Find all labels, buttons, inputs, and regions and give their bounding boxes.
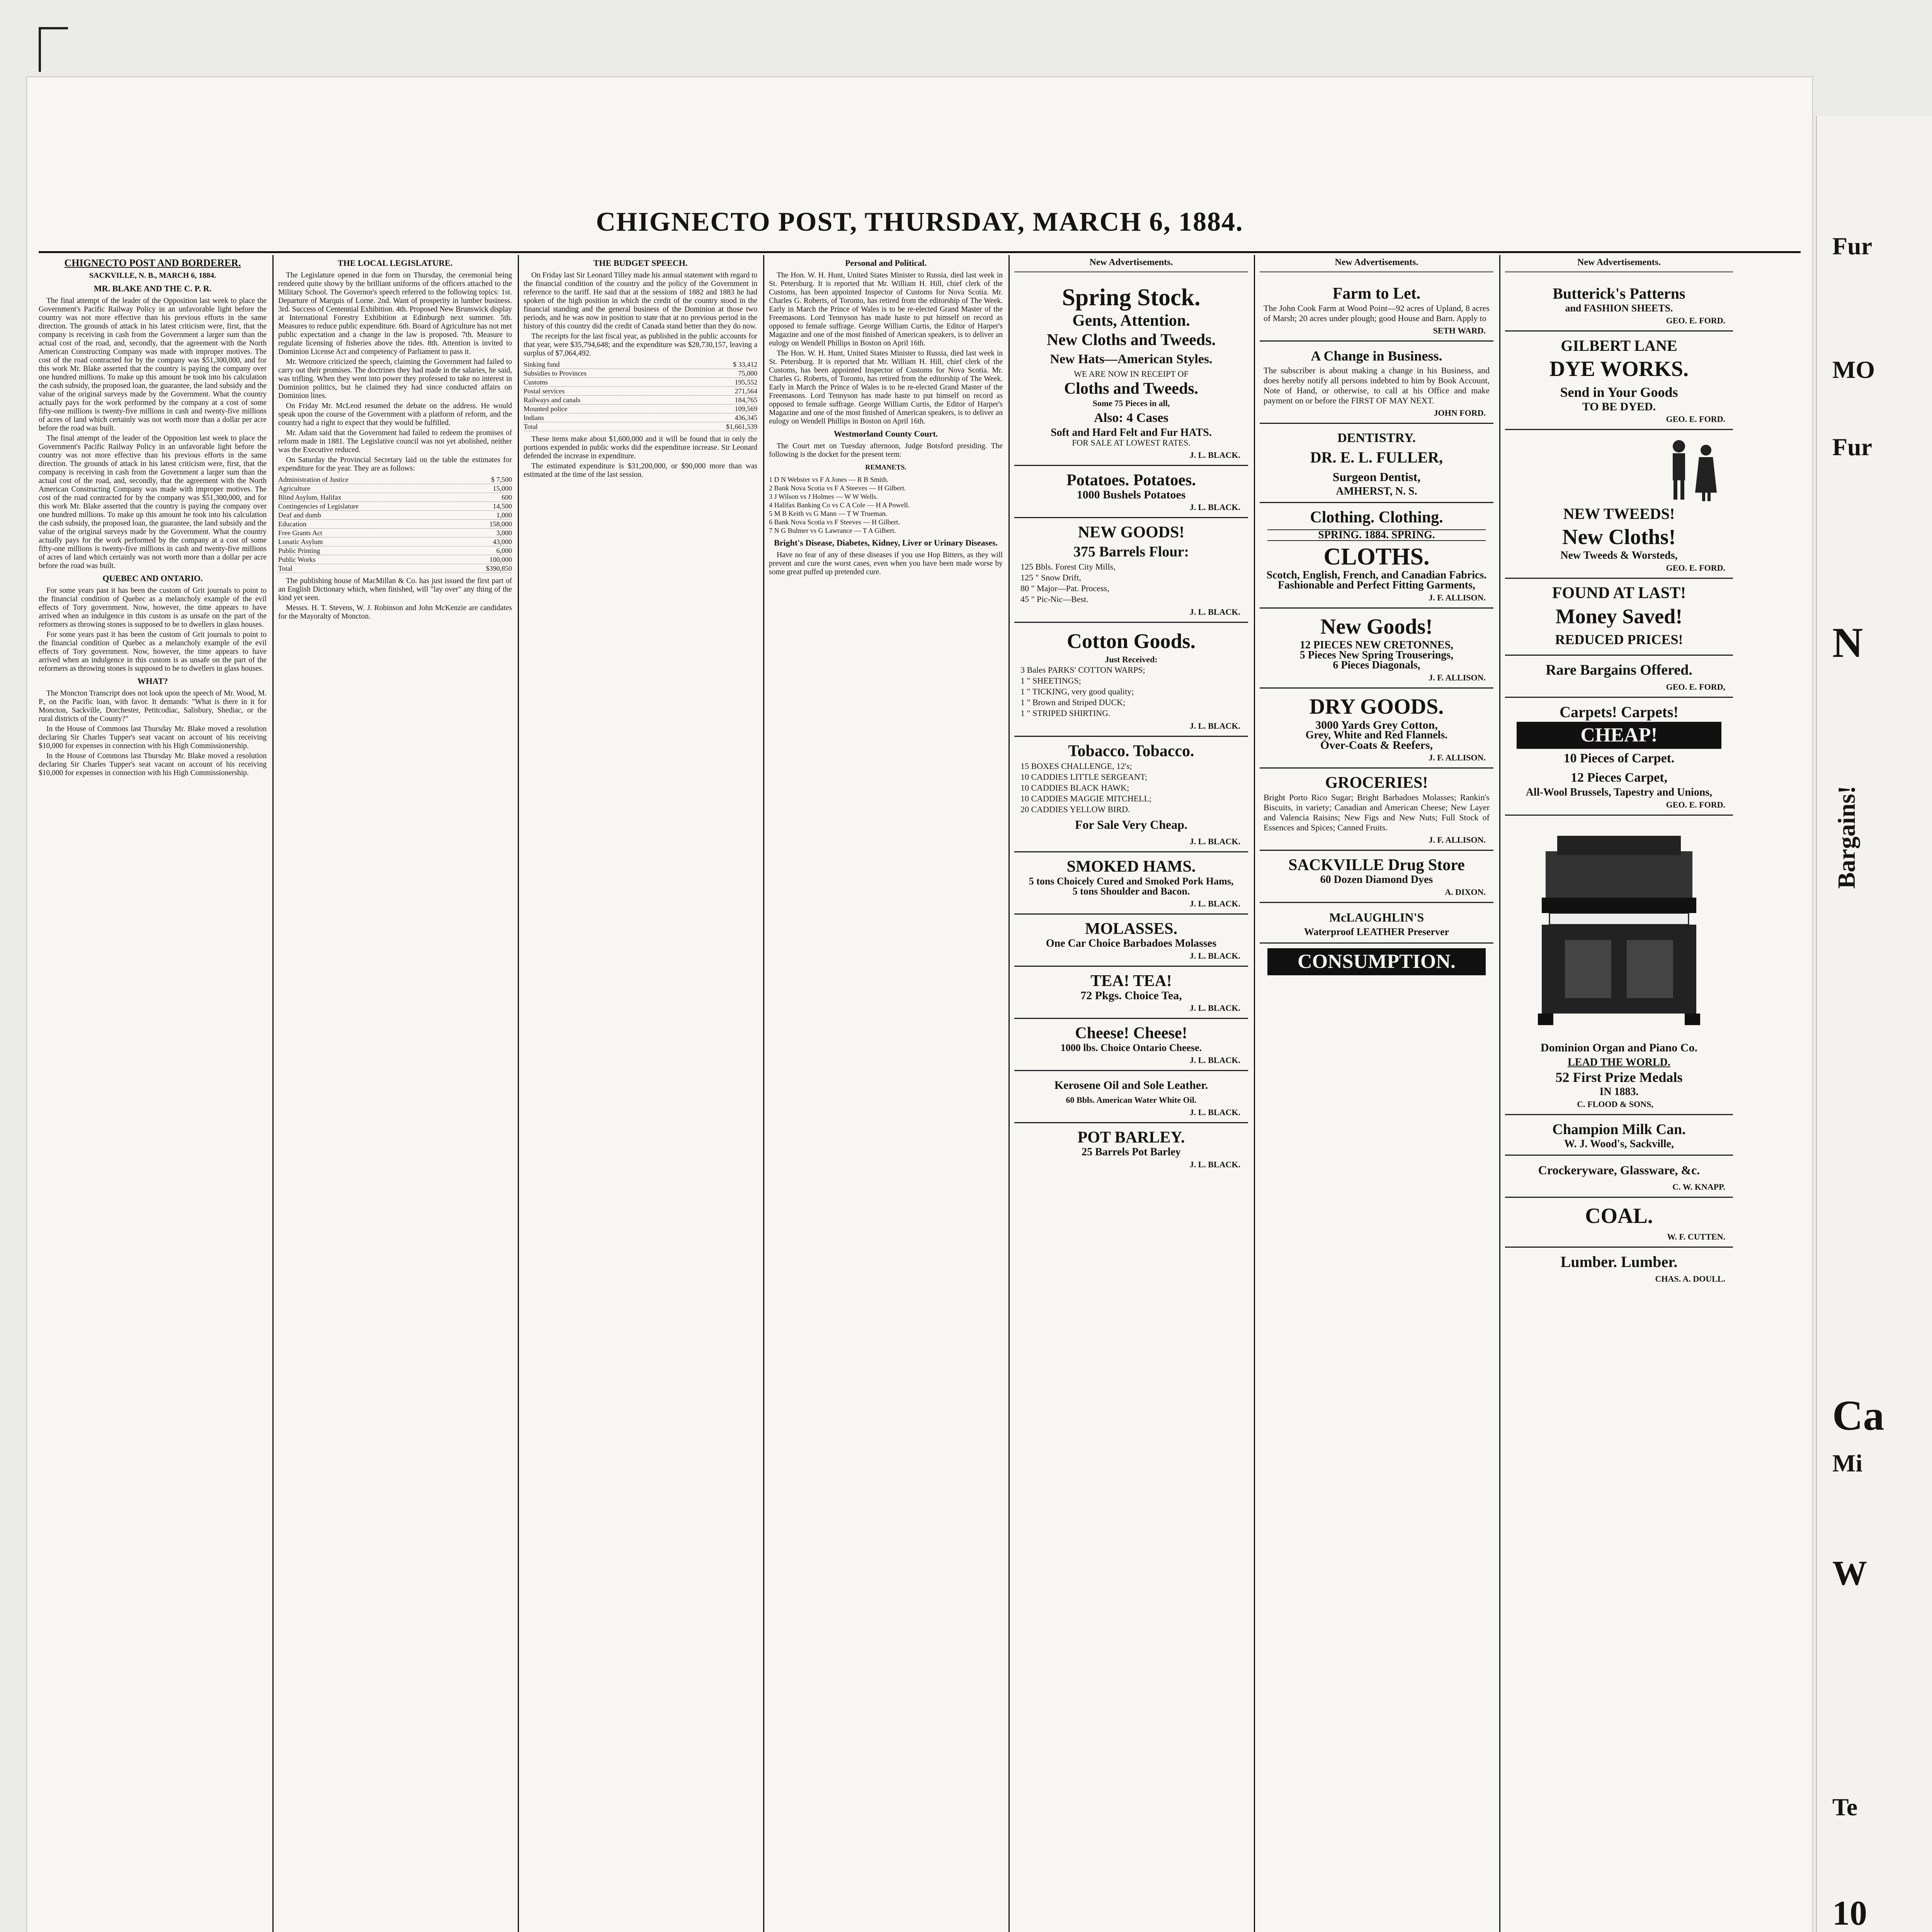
ad-tobacco: [1014, 737, 1248, 852]
docket-entry: 2 Bank Nova Scotia vs F A Steeves — H Gilbert.: [769, 484, 906, 492]
ad-subtitle: 52 First Prize Medals: [1555, 1070, 1683, 1085]
table-row: [524, 396, 757, 405]
ad-dye-works: [1505, 332, 1733, 430]
paper-name: CHIGNECTO POST AND BORDERER.: [64, 257, 241, 269]
table-row: [278, 493, 512, 502]
ad-text: Over-Coats & Reefers,: [1320, 739, 1433, 752]
ad-cheese: [1014, 1019, 1248, 1071]
ad-signature: J. F. ALLISON.: [1429, 835, 1486, 845]
edge-fragment: Fur: [1832, 232, 1872, 260]
docket-entry: 4 Halifax Banking Co vs C A Cole — H A Powell.: [769, 501, 910, 509]
article-body: For some years past it has been the custom of Grit journals to point to the financial condition of Quebec as a melancholy example of the evil effects of Tory government. Now, however, the time appears to have arrived when an indulgence in this custom is as unsafe on the part of the reformers as throwing stones is supposed to be to dwellers in glass houses.: [39, 587, 267, 629]
ad-subtitle: Cloths and Tweeds.: [1064, 380, 1199, 398]
column-heading: New Advertisements.: [1014, 255, 1248, 272]
ad-text: Waterproof LEATHER Preserver: [1304, 926, 1449, 937]
ad-text: 3000 Yards Grey Cotton,: [1315, 719, 1438, 731]
column-ads-ford: [1505, 255, 1733, 1932]
ad-text: Bright Porto Rico Sugar; Bright Barbadoes Molasses; Rankin's Biscuits, in variety; Canadian and American Cheese; New Layer and Valencia Raisins; New Figs and New Nuts; Full Stock of Essences and Spices; Canned Fruits.: [1264, 793, 1490, 832]
ad-signature: J. L. BLACK.: [1189, 502, 1240, 512]
table-cell-label: Total: [524, 423, 538, 430]
edge-fragment: Fur: [1832, 433, 1872, 461]
ad-cotton: [1014, 623, 1248, 737]
docket-entry: 6 Bank Nova Scotia vs F Steeves — H Gilbert.: [769, 518, 900, 526]
ad-title: Potatoes. Potatoes.: [1066, 471, 1196, 489]
ad-leather-preserver: [1260, 903, 1493, 944]
ad-text: Just Received:: [1105, 655, 1158, 664]
ad-text: WE ARE NOW IN RECEIPT OF: [1074, 369, 1189, 379]
article-body: The Legislature opened in due form on Thursday, the ceremonial being rendered quite showy by the brilliant uniforms of the officers attached to the Military School. The Governor's speech referred to the following topics: 1st. Departure of Marquis of Lorne. 2nd. Want of prosperity in lumber business. 3rd. Success of Centennial Exhibition. 4th. Proposed New Brunswick display at International Forestry Exhibition at Edinburgh next summer. 5th. Measures to reduce public expenditure. 6th. Board of Agriculture has not met public expectation and a change in the law is proposed. 7th. Measure to regulate licensing of fisheries above the tides. 8th. Attention is invited to Dominion License Act and competency of Parliament to pass it.: [278, 271, 512, 356]
crop-mark: [39, 27, 68, 72]
dateline: SACKVILLE, N. B., MARCH 6, 1884.: [89, 271, 216, 280]
edge-fragment: Te: [1832, 1793, 1858, 1821]
ad-text: 60 Dozen Diamond Dyes: [1320, 874, 1433, 886]
ad-signature: JOHN FORD.: [1434, 408, 1486, 418]
table-cell-label: Total: [278, 565, 293, 572]
table-cell-label: Sinking fund: [524, 361, 560, 368]
article-headline: MR. BLAKE AND THE C. P. R.: [94, 284, 212, 293]
ad-new-tweeds: [1505, 430, 1733, 579]
ad-title: DRY GOODS.: [1309, 695, 1444, 719]
column-heading: New Advertisements.: [1505, 255, 1733, 272]
ad-signature: J. L. BLACK.: [1189, 1055, 1240, 1065]
ad-text: 5 tons Shoulder and Bacon.: [1072, 886, 1190, 897]
ad-subtitle: For Sale Very Cheap.: [1075, 818, 1187, 832]
ad-found-at-last: [1505, 579, 1733, 656]
article-body: The final attempt of the leader of the Opposition last week to place the Government's Pacific Railway Policy in an unfavorable light before the country was not more effective than his previous efforts in the same direction. The grounds of attack in his latest criticism were, first, that the company is receiving in cash from the Government a larger sum than the actual cost of the road, and, secondly, that the agreement with the North American Constructing Company was made with improper motives. The cost of the road contracted for by the company was $51,300,000, and for this work Mr. Blake asserted that the country is paying the company over one hundred millions. To make up this amount he took into his calculation the cash subsidy, the proposed loan, the guarantee, the land subsidy and the value of the original surveys made by the Government. What the country actually pays for the work performed by the company at a cost of some fifty-one millions is twenty-five millions in cash and twenty-five millions of acres of land which certainly was not worth more than a dollar per acre before the road was built.: [39, 434, 267, 570]
table-cell-label: Mounted police: [524, 405, 568, 413]
ad-line: 1 " Brown and Striped DUCK;: [1020, 697, 1126, 707]
table-cell-label: Agriculture: [278, 485, 310, 492]
ad-text: 1000 Bushels Potatoes: [1077, 488, 1186, 501]
ad-signature: J. L. BLACK.: [1189, 450, 1240, 460]
table-row: [524, 387, 757, 396]
ad-title: FOUND AT LAST!: [1552, 584, 1686, 602]
ad-subtitle: Send in Your Goods: [1560, 384, 1678, 400]
table-row: [278, 564, 512, 573]
table-cell-value: $ 33,412: [733, 361, 757, 368]
table-cell-value: 1,000: [496, 511, 512, 519]
ad-subtitle: New Hats—American Styles.: [1050, 352, 1213, 366]
ad-signature: J. L. BLACK.: [1189, 1160, 1240, 1169]
table-cell-value: 184,765: [735, 396, 757, 404]
table-cell-value: $390,850: [486, 565, 512, 572]
ad-text: W. J. Wood's, Sackville,: [1564, 1138, 1674, 1150]
ad-signature: J. L. BLACK.: [1189, 899, 1240, 908]
article-headline: Personal and Political.: [845, 258, 927, 268]
ad-text: Soft and Hard Felt and Fur HATS.: [1051, 427, 1212, 439]
edge-fragment: Ca: [1832, 1392, 1884, 1439]
table-cell-label: Public Printing: [278, 547, 320, 554]
ad-line: 1 " STRIPED SHIRTING.: [1020, 708, 1111, 718]
ad-title: Rare Bargains Offered.: [1546, 662, 1692, 678]
table-row: [524, 378, 757, 387]
ad-subtitle: CLOTHS.: [1323, 544, 1430, 570]
masthead: CHIGNECTO POST, THURSDAY, MARCH 6, 1884.: [596, 207, 1243, 237]
article-body: Messrs. H. T. Stevens, W. J. Robinson and John McKenzie are candidates for the Mayoralty of Moncton.: [278, 604, 512, 621]
ad-text: Some 75 Pieces in all,: [1092, 398, 1170, 408]
table-cell-value: 43,000: [493, 538, 512, 546]
masthead-rule: [39, 251, 1801, 253]
ad-text: and FASHION SHEETS.: [1565, 303, 1673, 314]
ad-lumber: [1505, 1248, 1733, 1289]
docket-entry: 3 J Wilson vs J Holmes — W W Wells.: [769, 493, 878, 500]
ad-kerosene: [1014, 1071, 1248, 1123]
ad-signature: GEO. E. FORD.: [1666, 563, 1725, 573]
ad-signature: J. L. BLACK.: [1189, 837, 1240, 846]
ad-title: Farm to Let.: [1332, 285, 1421, 303]
ad-title: SACKVILLE Drug Store: [1288, 856, 1465, 874]
table-cell-label: Railways and canals: [524, 396, 580, 404]
ad-signature: J. L. BLACK.: [1189, 721, 1240, 731]
column-rule: [1499, 255, 1500, 1932]
ad-signature: GEO. E. FORD.: [1666, 316, 1725, 325]
edge-fragment: Bargains!: [1833, 786, 1860, 889]
table-cell-value: 600: [502, 493, 512, 501]
ad-line: 3 Bales PARKS' COTTON WARPS;: [1020, 665, 1145, 675]
ad-subtitle: Money Saved!: [1555, 605, 1683, 628]
ad-potatoes: [1014, 466, 1248, 518]
table-cell-value: 75,000: [738, 369, 757, 377]
ad-subtitle: 10 Pieces of Carpet.: [1563, 751, 1675, 765]
ad-spring-stock: [1014, 279, 1248, 466]
ad-signature: J. L. BLACK.: [1189, 951, 1240, 961]
article-body: The Court met on Tuesday afternoon, Judge Botsford presiding. The following is the docket for the present term:: [769, 442, 1003, 459]
ad-new-goods: [1260, 609, 1493, 689]
ad-title: Cotton Goods.: [1066, 629, 1196, 653]
table-row: [278, 475, 512, 484]
ad-line: 125 " Snow Drift,: [1020, 573, 1081, 582]
table-cell-label: Education: [278, 520, 306, 528]
ad-text: 1000 lbs. Choice Ontario Cheese.: [1060, 1042, 1202, 1053]
table-cell-value: 195,552: [735, 378, 757, 386]
table-cell-label: Contingencies of Legislature: [278, 502, 359, 510]
ad-text: 72 Pkgs. Choice Tea,: [1080, 989, 1182, 1002]
estimates-table: [278, 475, 512, 573]
edge-fragment: Mi: [1832, 1449, 1863, 1477]
ad-text: FOR SALE AT LOWEST RATES.: [1072, 438, 1190, 447]
ad-line: 10 CADDIES MAGGIE MITCHELL;: [1020, 794, 1152, 803]
docket-entry: 5 M B Keith vs G Mann — T W Trueman.: [769, 510, 888, 517]
ad-text: Fashionable and Perfect Fitting Garments,: [1278, 579, 1475, 591]
ad-title: Clothing. Clothing.: [1310, 509, 1443, 526]
ad-title: Cheese! Cheese!: [1075, 1024, 1187, 1042]
ad-line: 20 CADDIES YELLOW BIRD.: [1020, 804, 1130, 814]
article-body: Have no fear of any of these diseases if you use Hop Bitters, as they will prevent and cure the worst cases, even when you have been made worse by some great puffed up pretended cure.: [769, 551, 1003, 576]
article-body: The Moncton Transcript does not look upon the speech of Mr. Wood, M. P., on the Pacific loan, with favor. It demands: "What is there in it for Moncton, Sackville, Dorchester, Petitcodiac, Salisbury, Shediac, or the rural districts of the County?": [39, 689, 267, 723]
column-rule: [272, 255, 274, 1932]
column-personal: [769, 255, 1003, 1932]
ad-title: GILBERT LANE: [1561, 337, 1677, 354]
table-row: [278, 555, 512, 564]
table-cell-label: Indians: [524, 414, 544, 422]
docket-list: [769, 475, 1003, 535]
ad-signature: J. L. BLACK.: [1189, 607, 1240, 617]
table-cell-value: $1,661,539: [726, 423, 757, 430]
ad-signature: C. W. KNAPP.: [1672, 1182, 1725, 1192]
ad-drug-store: [1260, 851, 1493, 903]
table-row: [524, 360, 757, 369]
article-headline: THE LOCAL LEGISLATURE.: [337, 258, 453, 268]
table-cell-label: Public Works: [278, 556, 316, 563]
ad-coal: [1505, 1198, 1733, 1248]
ad-title: NEW GOODS!: [1078, 524, 1185, 541]
ad-title: New Goods!: [1320, 615, 1433, 639]
ad-subtitle: New Cloths!: [1562, 525, 1676, 549]
ad-line: 1 " SHEETINGS;: [1020, 676, 1081, 685]
table-row: [524, 369, 757, 378]
table-cell-value: $ 7,500: [491, 476, 512, 483]
column-ads-allison: [1260, 255, 1493, 1932]
ad-text: 5 tons Choicely Cured and Smoked Pork Hams,: [1029, 876, 1234, 887]
ad-signature: J. F. ALLISON.: [1429, 673, 1486, 682]
article-body: On Friday last Sir Leonard Tilley made his annual statement with regard to the financial condition of the country and the policy of the Government in reference to the tariff. He said that at the sessions of 1882 and 1883 he had spoken of the high position in which the credit of the country stood in the financial standing and the general business of the Dominion at those two periods, and he was now in position to state that at no previous period in the history of this country did the credit of Canada stand better than they do now.: [524, 271, 757, 330]
ad-organ: [1505, 816, 1733, 1115]
column-rule: [1254, 255, 1255, 1932]
table-cell-value: 15,000: [493, 485, 512, 492]
newspaper-page: [27, 77, 1812, 1932]
table-cell-value: 6,000: [496, 547, 512, 554]
ad-text: TO BE DYED.: [1582, 400, 1656, 413]
edge-fragment: MO: [1832, 356, 1875, 383]
ad-text: IN 1883.: [1599, 1086, 1639, 1098]
table-cell-value: 109,569: [735, 405, 757, 413]
ad-title: Dominion Organ and Piano Co.: [1541, 1041, 1697, 1054]
article-body: The final attempt of the leader of the Opposition last week to place the Government's Pacific Railway Policy in an unfavorable light before the country was not more effective than his previous efforts in the same direction. The grounds of attack in his latest criticism were, first, that the company is receiving in cash from the Government a larger sum than the actual cost of the road, and, secondly, that the agreement with the North American Constructing Company was made with improper motives. The cost of the road contracted for by the company was $51,300,000, and for this work Mr. Blake asserted that the country is paying the company over one hundred millions. To make up this amount he took into his calculation the cash subsidy, the proposed loan, the guarantee, the land subsidy and the value of the original surveys made by the Government. What the country actually pays for the work performed by the company at a cost of some fifty-one millions is twenty-five millions in cash and twenty-five millions of acres of land which certainly was not worth more than a dollar per acre before the road was built.: [39, 297, 267, 432]
ad-title: CONSUMPTION.: [1267, 948, 1486, 975]
ad-title: Tobacco. Tobacco.: [1068, 742, 1194, 760]
ad-subtitle: DYE WORKS.: [1549, 357, 1689, 381]
article-body: The Hon. W. H. Hunt, United States Minister to Russia, died last week in St. Petersburg. It is reported that Mr. William H. Hill, chief clerk of the Customs, has been appointed Inspector of Customs for Nova Scotia. Mr. Charles G. Roberts, of Toronto, has retired from the editorship of The Week. Early in March the Prince of Wales is to be re-elected Grand Master of the Freemasons. Lord Tennyson has made haste to put himself on record as opposed to female suffrage. George William Curtis, the Editor of Harper's Magazine and one of the most finished of American speakers, is to deliver an eulogy on Wendell Phillips in Boston on April 16th.: [769, 271, 1003, 347]
docket-entry: 7 N G Bulmer vs G Lawrance — T A Gilbert.: [769, 527, 896, 534]
table-cell-label: Free Grants Act: [278, 529, 322, 537]
article-body: In the House of Commons last Thursday Mr. Blake moved a resolution declaring Sir Charles Tupper's seat vacant on account of his receiving $10,000 for expenses in connection with his High Commissionership.: [39, 725, 267, 750]
ad-subtitle: REDUCED PRICES!: [1555, 632, 1683, 647]
column-heading: New Advertisements.: [1260, 255, 1493, 272]
ad-signature: GEO. E. FORD,: [1666, 682, 1725, 692]
article-body: The estimated expenditure is $31,200,000, or $90,000 more than was estimated at the time of the last session.: [524, 462, 757, 479]
article-body: In the House of Commons last Thursday Mr. Blake moved a resolution declaring Sir Charles Tupper's seat vacant on account of his receiving $10,000 for expenses in connection with his High Commissionership.: [39, 752, 267, 777]
ad-flour: [1014, 518, 1248, 623]
ad-signature: CHAS. A. DOULL.: [1655, 1274, 1725, 1284]
table-cell-label: Lunatic Asylum: [278, 538, 323, 546]
ad-title: A Change in Business.: [1311, 348, 1442, 364]
article-headline: Westmorland County Court.: [833, 429, 938, 439]
ad-crockery: [1505, 1156, 1733, 1198]
article-headline: QUEBEC AND ONTARIO.: [102, 573, 203, 583]
ad-business-change: [1260, 342, 1493, 424]
ad-milk-can: [1505, 1115, 1733, 1156]
table-row: [278, 546, 512, 555]
ad-text: 6 Pieces Diagonals,: [1333, 659, 1420, 671]
ad-title: Butterick's Patterns: [1553, 285, 1685, 302]
ad-text: 25 Barrels Pot Barley: [1082, 1146, 1181, 1158]
column-ads-black: [1014, 255, 1248, 1932]
ad-subtitle: Also: 4 Cases: [1094, 411, 1168, 425]
article-body: Mr. Wetmore criticized the speech, claiming the Government had failed to carry out their promises. The doctrines they had made in the salaries, he said, was trifling. When they went into power they professed to take no interest in Dominion politics, but he claimed they had since conducted affairs on Dominion lines.: [278, 358, 512, 400]
ad-text: 5 Pieces New Spring Trouserings,: [1299, 649, 1454, 661]
ad-title: SMOKED HAMS.: [1066, 858, 1196, 876]
table-row: [524, 405, 757, 413]
table-row: [278, 484, 512, 493]
ad-signature: J. F. ALLISON.: [1429, 753, 1486, 762]
ad-line: 10 CADDIES LITTLE SERGEANT;: [1020, 772, 1148, 782]
table-row: [278, 511, 512, 520]
ad-text: 60 Bbls. American Water White Oil.: [1066, 1095, 1197, 1105]
ad-text: LEAD THE WORLD.: [1568, 1056, 1670, 1068]
ad-title: NEW TWEEDS!: [1563, 505, 1675, 522]
ad-subtitle: Surgeon Dentist,: [1332, 470, 1421, 484]
ad-title: Lumber. Lumber.: [1560, 1253, 1678, 1270]
table-cell-label: Customs: [524, 378, 548, 386]
article-body: The receipts for the last fiscal year, as published in the public accounts for that year, were $35,794,648; and the expenditure was $28,730,157, leaving a surplus of $7,064,492.: [524, 332, 757, 357]
ad-title: Carpets! Carpets!: [1560, 703, 1679, 721]
table-row: [278, 537, 512, 546]
article-body: On Saturday the Provincial Secretary laid on the table the estimates for expenditure for the year. They are as follows:: [278, 456, 512, 473]
ad-signature: C. FLOOD & SONS,: [1577, 1099, 1653, 1109]
table-cell-value: 100,000: [489, 556, 512, 563]
ad-signature: GEO. E. FORD.: [1666, 800, 1725, 810]
budget-table: [524, 360, 757, 431]
ad-text: Scotch, English, French, and Canadian Fabrics.: [1266, 569, 1487, 581]
ad-line: 45 " Pic-Nic—Best.: [1020, 594, 1088, 604]
ad-text: Grey, White and Red Flannels.: [1305, 729, 1448, 741]
ad-signature: GEO. E. FORD.: [1666, 414, 1725, 424]
table-row: [278, 529, 512, 537]
ad-line: 80 " Major—Pat. Process,: [1020, 583, 1109, 593]
ad-title: Champion Milk Can.: [1552, 1121, 1686, 1138]
ad-subtitle: New Cloths and Tweeds.: [1046, 331, 1216, 349]
table-cell-value: 436,345: [735, 414, 757, 422]
ad-line: 10 CADDIES BLACK HAWK;: [1020, 783, 1129, 793]
ad-text: AMHERST, N. S.: [1336, 485, 1417, 497]
ad-signature: A. DIXON.: [1445, 887, 1486, 897]
ad-signature: J. L. BLACK.: [1189, 1107, 1240, 1117]
ad-subtitle: CHEAP!: [1517, 722, 1721, 749]
ad-signature: SETH WARD.: [1433, 326, 1486, 335]
table-cell-value: 14,500: [493, 502, 512, 510]
ad-title: Kerosene Oil and Sole Leather.: [1054, 1079, 1208, 1092]
ad-clothing: [1260, 503, 1493, 609]
ad-text: SPRING. 1884. SPRING.: [1267, 529, 1486, 541]
table-cell-label: Blind Asylum, Halifax: [278, 493, 342, 501]
table-cell-label: Postal services: [524, 387, 565, 395]
ad-text: New Tweeds & Worsteds,: [1560, 549, 1678, 561]
ad-text: 12 PIECES NEW CRETONNES,: [1299, 639, 1454, 651]
article-body: These items make about $1,600,000 and it will be found that in only the portions expended in public works did the expenditure increase. Sir Leonard defended the increase in expenditure.: [524, 435, 757, 460]
ad-butterick: [1505, 279, 1733, 332]
ad-hams: [1014, 852, 1248, 915]
article-body: On Friday Mr. McLeod resumed the debate on the address. He would speak upon the course of the Government with a platform of reform, and the country had a right to expect that they would be fulfilled.: [278, 402, 512, 427]
article-body: For some years past it has been the custom of Grit journals to point to the financial condition of Quebec as a melancholy example of the evil effects of Tory government. Now, however, the time appears to have arrived when an indulgence in this custom is as unsafe on the part of the reformers as throwing stones is supposed to be to dwellers in glass houses.: [39, 631, 267, 673]
ad-subtitle: 12 Pieces Carpet,: [1570, 770, 1668, 785]
column-editorial: [39, 255, 267, 1932]
ad-line: 125 Bbls. Forest City Mills,: [1020, 562, 1116, 571]
ad-tea: [1014, 967, 1248, 1019]
ad-title: POT BARLEY.: [1077, 1129, 1185, 1146]
ad-line: 15 BOXES CHALLENGE, 12's;: [1020, 761, 1132, 771]
edge-fragment: W: [1832, 1554, 1867, 1592]
ad-title: TEA! TEA!: [1090, 972, 1172, 990]
ad-title: McLAUGHLIN'S: [1329, 910, 1424, 924]
table-row: [278, 502, 512, 511]
children-illustration: [1656, 435, 1733, 504]
ad-carpets: [1505, 698, 1733, 816]
ad-title: DENTISTRY.: [1337, 431, 1416, 445]
column-rule: [763, 255, 764, 1932]
ad-title: MOLASSES.: [1085, 920, 1178, 938]
ad-farm: [1260, 279, 1493, 342]
organ-illustration: [1519, 828, 1719, 1029]
column-rule: [1009, 255, 1010, 1932]
edge-fragment: N: [1832, 619, 1863, 666]
table-cell-value: 3,000: [496, 529, 512, 537]
ad-subtitle: Gents, Attention.: [1072, 312, 1190, 330]
ad-rare-bargains: [1505, 656, 1733, 698]
table-cell-label: Administration of Justice: [278, 476, 349, 483]
table-row: [278, 520, 512, 529]
table-cell-label: Subsidies to Provinces: [524, 369, 587, 377]
article-body: The Hon. W. H. Hunt, United States Minister to Russia, died last week in St. Petersburg. It is reported that Mr. William H. Hill, chief clerk of the Customs, has been appointed Inspector of Customs for Nova Scotia. Mr. Charles G. Roberts, of Toronto, has retired from the editorship of The Week. Early in March the Prince of Wales is to be re-elected Grand Master of the Freemasons. Lord Tennyson has made haste to put himself on record as opposed to female suffrage. George William Curtis, the Editor of Harper's Magazine and one of the most finished of American speakers, is to deliver an eulogy on Wendell Phillips in Boston on April 16th.: [769, 349, 1003, 425]
article-headline: WHAT?: [137, 676, 168, 686]
table-row: [524, 413, 757, 422]
ad-signature: J. L. BLACK.: [1189, 1003, 1240, 1013]
article-headline: THE BUDGET SPEECH.: [593, 258, 688, 268]
ad-text: The John Cook Farm at Wood Point—92 acres of Upland, 8 acres of Marsh; 20 acres under plough; good House and Barn. Apply to: [1264, 303, 1490, 323]
column-rule: [518, 255, 519, 1932]
ad-text: One Car Choice Barbadoes Molasses: [1046, 937, 1217, 949]
ad-dry-goods: [1260, 689, 1493, 769]
ad-consumption: [1260, 944, 1493, 981]
ad-dentistry: [1260, 424, 1493, 503]
ad-signature: J. F. ALLISON.: [1429, 593, 1486, 602]
ad-title: GROCERIES!: [1325, 774, 1428, 792]
ad-subtitle: 375 Barrels Flour:: [1073, 544, 1189, 560]
ad-barley: [1014, 1123, 1248, 1174]
docket-entry: 1 D N Webster vs F A Jones — R B Smith.: [769, 476, 889, 483]
article-body: Mr. Adam said that the Government had failed to redeem the promises of reform made in 1881. The Legislative council was not yet abolished, neither was the Executive reduced.: [278, 429, 512, 454]
ad-groceries: [1260, 769, 1493, 851]
ad-molasses: [1014, 915, 1248, 967]
ad-title: COAL.: [1585, 1204, 1653, 1228]
ad-text: All-Wool Brussels, Tapestry and Unions,: [1526, 786, 1713, 798]
ad-subtitle: DR. E. L. FULLER,: [1310, 449, 1443, 466]
docket-heading: REMANETS.: [865, 463, 906, 471]
table-cell-value: 271,564: [735, 387, 757, 395]
adjacent-page-strip: [1816, 116, 1932, 1932]
ad-signature: W. F. CUTTEN.: [1667, 1232, 1725, 1242]
column-legislature: [278, 255, 512, 1932]
table-cell-label: Deaf and dumb: [278, 511, 321, 519]
column-budget: [524, 255, 757, 1932]
article-body: The publishing house of MacMillan & Co. has just issued the first part of an English Dictionary which, when finished, will "lay over" any thing of the kind yet seen.: [278, 577, 512, 602]
article-headline: Bright's Disease, Diabetes, Kidney, Liver or Urinary Diseases.: [774, 538, 998, 548]
table-row: [524, 422, 757, 431]
edge-fragment: 10: [1832, 1894, 1867, 1932]
ad-title: Spring Stock.: [1062, 284, 1201, 311]
ad-line: 1 " TICKING, very good quality;: [1020, 687, 1134, 696]
ad-text: The subscriber is about making a change in his Business, and does hereby notify all persons indebted to him by Book Account, Note of Hand, or otherwise, to call at his Office and make payment on or before the FIRST OF MAY NEXT.: [1264, 366, 1490, 405]
table-cell-value: 158,000: [489, 520, 512, 528]
ad-title: Crockeryware, Glassware, &c.: [1538, 1163, 1700, 1177]
